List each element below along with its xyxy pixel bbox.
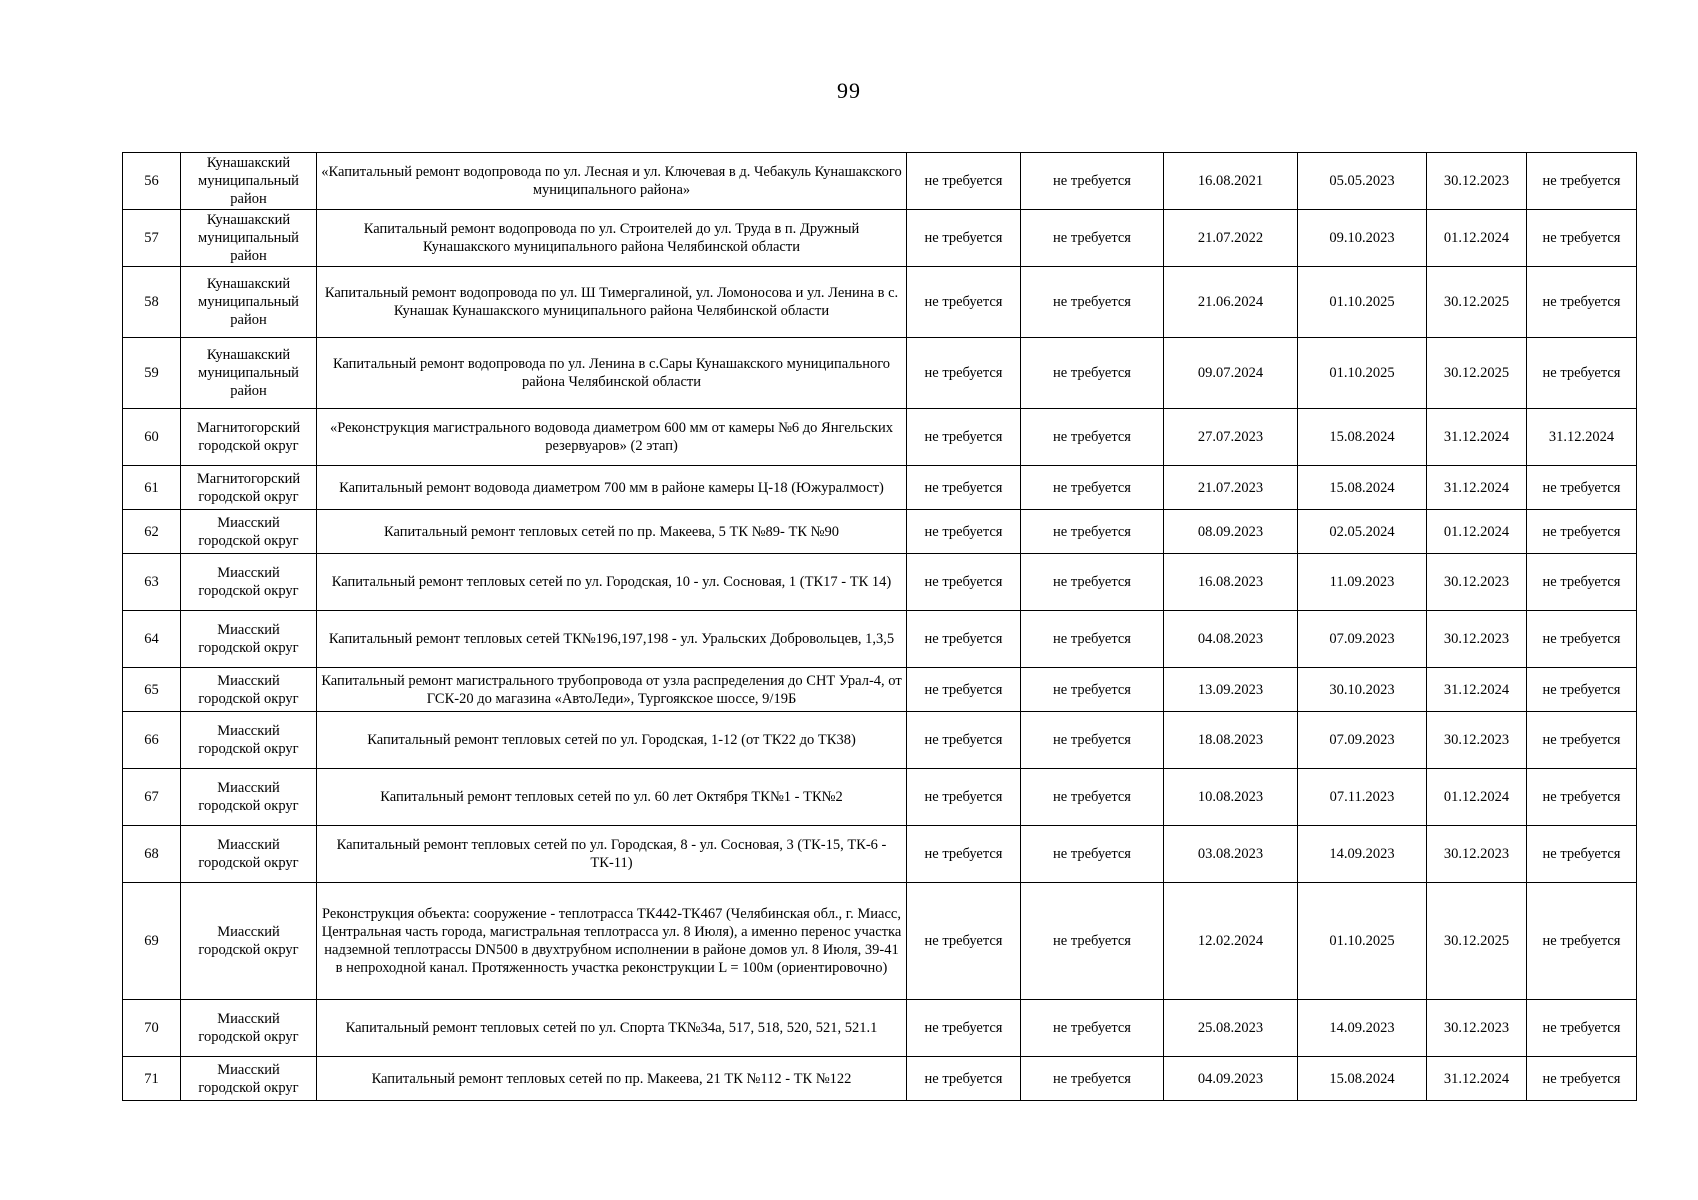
row-number-cell: 61 [123, 466, 181, 510]
approval-1-cell: не требуется [907, 338, 1021, 409]
row-number-cell: 59 [123, 338, 181, 409]
municipality-cell: Миасский городской округ [181, 769, 317, 826]
municipality-cell: Миасский городской округ [181, 611, 317, 668]
row-number-cell: 65 [123, 668, 181, 712]
date-1-cell: 03.08.2023 [1164, 826, 1298, 883]
approval-2-cell: не требуется [1021, 210, 1164, 267]
approval-2-cell: не требуется [1021, 769, 1164, 826]
date-4-cell: не требуется [1527, 611, 1637, 668]
municipality-cell: Миасский городской округ [181, 510, 317, 554]
description-cell: Капитальный ремонт водопровода по ул. Ленина в с.Сары Кунашакского муниципального района Челябинской области [317, 338, 907, 409]
description-cell: Капитальный ремонт магистрального трубопровода от узла распределения до СНТ Урал-4, от ГСК-20 до магазина «АвтоЛеди», Тургоякское шоссе, 9/19Б [317, 668, 907, 712]
date-2-cell: 14.09.2023 [1298, 1000, 1427, 1057]
date-4-cell: не требуется [1527, 466, 1637, 510]
date-2-cell: 01.10.2025 [1298, 338, 1427, 409]
table-row [123, 1057, 1637, 1101]
date-3-cell: 01.12.2024 [1427, 210, 1527, 267]
municipality-cell: Магнитогорский городской округ [181, 409, 317, 466]
date-2-cell: 07.09.2023 [1298, 611, 1427, 668]
row-number-cell: 64 [123, 611, 181, 668]
date-2-cell: 05.05.2023 [1298, 153, 1427, 210]
date-1-cell: 21.06.2024 [1164, 267, 1298, 338]
description-cell: Капитальный ремонт водопровода по ул. Ш Тимергалиной, ул. Ломоносова и ул. Ленина в с. Кунашак Кунашакского муниципального района Челябинской области [317, 267, 907, 338]
date-3-cell: 30.12.2025 [1427, 883, 1527, 1000]
municipality-cell: Миасский городской округ [181, 883, 317, 1000]
date-1-cell: 18.08.2023 [1164, 712, 1298, 769]
date-4-cell: не требуется [1527, 510, 1637, 554]
date-1-cell: 08.09.2023 [1164, 510, 1298, 554]
description-cell: Капитальный ремонт тепловых сетей ТК№196,197,198 - ул. Уральских Добровольцев, 1,3,5 [317, 611, 907, 668]
date-3-cell: 30.12.2023 [1427, 554, 1527, 611]
date-3-cell: 30.12.2023 [1427, 153, 1527, 210]
description-cell: Капитальный ремонт тепловых сетей по пр. Макеева, 5 ТК №89- ТК №90 [317, 510, 907, 554]
approval-1-cell: не требуется [907, 1057, 1021, 1101]
approval-2-cell: не требуется [1021, 1000, 1164, 1057]
approval-1-cell: не требуется [907, 668, 1021, 712]
approval-2-cell: не требуется [1021, 510, 1164, 554]
date-3-cell: 31.12.2024 [1427, 409, 1527, 466]
date-3-cell: 31.12.2024 [1427, 1057, 1527, 1101]
table-row [123, 826, 1637, 883]
row-number-cell: 71 [123, 1057, 181, 1101]
approval-1-cell: не требуется [907, 409, 1021, 466]
approval-1-cell: не требуется [907, 267, 1021, 338]
description-cell: Капитальный ремонт тепловых сетей по пр. Макеева, 21 ТК №112 - ТК №122 [317, 1057, 907, 1101]
date-3-cell: 30.12.2023 [1427, 826, 1527, 883]
approval-2-cell: не требуется [1021, 153, 1164, 210]
date-2-cell: 15.08.2024 [1298, 1057, 1427, 1101]
approval-1-cell: не требуется [907, 712, 1021, 769]
approval-1-cell: не требуется [907, 510, 1021, 554]
date-1-cell: 16.08.2023 [1164, 554, 1298, 611]
table-row [123, 510, 1637, 554]
table-row [123, 1000, 1637, 1057]
date-3-cell: 01.12.2024 [1427, 510, 1527, 554]
date-2-cell: 01.10.2025 [1298, 883, 1427, 1000]
date-4-cell: не требуется [1527, 668, 1637, 712]
municipality-cell: Магнитогорский городской округ [181, 466, 317, 510]
approval-1-cell: не требуется [907, 466, 1021, 510]
date-3-cell: 01.12.2024 [1427, 769, 1527, 826]
municipality-cell: Миасский городской округ [181, 1057, 317, 1101]
date-1-cell: 10.08.2023 [1164, 769, 1298, 826]
date-1-cell: 27.07.2023 [1164, 409, 1298, 466]
approval-1-cell: не требуется [907, 554, 1021, 611]
table-row [123, 554, 1637, 611]
date-2-cell: 15.08.2024 [1298, 466, 1427, 510]
date-2-cell: 14.09.2023 [1298, 826, 1427, 883]
date-2-cell: 02.05.2024 [1298, 510, 1427, 554]
page-number: 99 [837, 78, 861, 103]
description-cell: «Реконструкция магистрального водовода диаметром 600 мм от камеры №6 до Янгельских резервуаров» (2 этап) [317, 409, 907, 466]
approval-2-cell: не требуется [1021, 267, 1164, 338]
approval-2-cell: не требуется [1021, 466, 1164, 510]
table-row [123, 668, 1637, 712]
date-2-cell: 07.11.2023 [1298, 769, 1427, 826]
date-4-cell: не требуется [1527, 1057, 1637, 1101]
row-number-cell: 63 [123, 554, 181, 611]
date-1-cell: 12.02.2024 [1164, 883, 1298, 1000]
description-cell: Капитальный ремонт водопровода по ул. Строителей до ул. Труда в п. Дружный Кунашакского муниципального района Челябинской области [317, 210, 907, 267]
date-3-cell: 30.12.2025 [1427, 338, 1527, 409]
date-1-cell: 16.08.2021 [1164, 153, 1298, 210]
date-4-cell: не требуется [1527, 267, 1637, 338]
date-1-cell: 04.09.2023 [1164, 1057, 1298, 1101]
date-1-cell: 25.08.2023 [1164, 1000, 1298, 1057]
table-row [123, 466, 1637, 510]
row-number-cell: 58 [123, 267, 181, 338]
date-3-cell: 30.12.2023 [1427, 712, 1527, 769]
date-4-cell: не требуется [1527, 826, 1637, 883]
approval-2-cell: не требуется [1021, 409, 1164, 466]
date-4-cell: не требуется [1527, 883, 1637, 1000]
table-row [123, 712, 1637, 769]
description-cell: Капитальный ремонт тепловых сетей по ул. Городская, 8 - ул. Сосновая, 3 (ТК-15, ТК-6 - ТК-11) [317, 826, 907, 883]
municipality-cell: Кунашакский муниципальный район [181, 338, 317, 409]
approval-1-cell: не требуется [907, 883, 1021, 1000]
date-4-cell: 31.12.2024 [1527, 409, 1637, 466]
municipality-cell: Миасский городской округ [181, 668, 317, 712]
date-2-cell: 15.08.2024 [1298, 409, 1427, 466]
row-number-cell: 68 [123, 826, 181, 883]
row-number-cell: 70 [123, 1000, 181, 1057]
municipality-cell: Кунашакский муниципальный район [181, 267, 317, 338]
date-2-cell: 07.09.2023 [1298, 712, 1427, 769]
approval-1-cell: не требуется [907, 611, 1021, 668]
municipality-cell: Кунашакский муниципальный район [181, 210, 317, 267]
row-number-cell: 69 [123, 883, 181, 1000]
date-3-cell: 31.12.2024 [1427, 466, 1527, 510]
date-1-cell: 13.09.2023 [1164, 668, 1298, 712]
date-4-cell: не требуется [1527, 1000, 1637, 1057]
date-4-cell: не требуется [1527, 153, 1637, 210]
municipality-cell: Миасский городской округ [181, 826, 317, 883]
description-cell: Капитальный ремонт тепловых сетей по ул. Городская, 10 - ул. Сосновая, 1 (ТК17 - ТК 14) [317, 554, 907, 611]
table-row [123, 153, 1637, 210]
table-row [123, 267, 1637, 338]
date-3-cell: 30.12.2023 [1427, 1000, 1527, 1057]
date-1-cell: 04.08.2023 [1164, 611, 1298, 668]
description-cell: Капитальный ремонт тепловых сетей по ул. Спорта ТК№34а, 517, 518, 520, 521, 521.1 [317, 1000, 907, 1057]
row-number-cell: 66 [123, 712, 181, 769]
row-number-cell: 60 [123, 409, 181, 466]
row-number-cell: 57 [123, 210, 181, 267]
municipality-cell: Миасский городской округ [181, 712, 317, 769]
date-2-cell: 30.10.2023 [1298, 668, 1427, 712]
row-number-cell: 62 [123, 510, 181, 554]
municipality-cell: Миасский городской округ [181, 1000, 317, 1057]
description-cell: Капитальный ремонт тепловых сетей по ул. 60 лет Октября ТК№1 - ТК№2 [317, 769, 907, 826]
approval-1-cell: не требуется [907, 826, 1021, 883]
approval-2-cell: не требуется [1021, 668, 1164, 712]
row-number-cell: 56 [123, 153, 181, 210]
date-3-cell: 30.12.2025 [1427, 267, 1527, 338]
table-row [123, 611, 1637, 668]
municipality-cell: Кунашакский муниципальный район [181, 153, 317, 210]
approval-2-cell: не требуется [1021, 554, 1164, 611]
date-4-cell: не требуется [1527, 554, 1637, 611]
description-cell: «Капитальный ремонт водопровода по ул. Лесная и ул. Ключевая в д. Чебакуль Кунашакского муниципального района» [317, 153, 907, 210]
approval-2-cell: не требуется [1021, 611, 1164, 668]
row-number-cell: 67 [123, 769, 181, 826]
table-body [123, 153, 1637, 1101]
description-cell: Реконструкция объекта: сооружение - теплотрасса ТК442-ТК467 (Челябинская обл., г. Миасс, Центральная часть города, магистральная теплотрасса ул. 8 Июля), а именно перенос участка надземной теплотрассы DN500 в двухтрубном исполнении в районе домов ул. 8 Июля, 39-41 в непроходной канал. Протяженность участка реконструкции L = 100м (ориентировочно) [317, 883, 907, 1000]
date-4-cell: не требуется [1527, 338, 1637, 409]
date-4-cell: не требуется [1527, 712, 1637, 769]
date-1-cell: 21.07.2023 [1164, 466, 1298, 510]
description-cell: Капитальный ремонт тепловых сетей по ул. Городская, 1-12 (от ТК22 до ТК38) [317, 712, 907, 769]
date-3-cell: 30.12.2023 [1427, 611, 1527, 668]
table-row [123, 769, 1637, 826]
approval-1-cell: не требуется [907, 769, 1021, 826]
approval-2-cell: не требуется [1021, 338, 1164, 409]
date-2-cell: 01.10.2025 [1298, 267, 1427, 338]
date-2-cell: 09.10.2023 [1298, 210, 1427, 267]
date-4-cell: не требуется [1527, 769, 1637, 826]
approval-2-cell: не требуется [1021, 712, 1164, 769]
date-4-cell: не требуется [1527, 210, 1637, 267]
date-3-cell: 31.12.2024 [1427, 668, 1527, 712]
table-row [123, 210, 1637, 267]
municipality-cell: Миасский городской округ [181, 554, 317, 611]
date-2-cell: 11.09.2023 [1298, 554, 1427, 611]
table-row [123, 338, 1637, 409]
table-row [123, 409, 1637, 466]
description-cell: Капитальный ремонт водовода диаметром 700 мм в районе камеры Ц-18 (Южуралмост) [317, 466, 907, 510]
approval-1-cell: не требуется [907, 153, 1021, 210]
date-1-cell: 21.07.2022 [1164, 210, 1298, 267]
approval-2-cell: не требуется [1021, 1057, 1164, 1101]
date-1-cell: 09.07.2024 [1164, 338, 1298, 409]
approval-2-cell: не требуется [1021, 883, 1164, 1000]
approval-1-cell: не требуется [907, 210, 1021, 267]
registry-table [122, 152, 1637, 1101]
table-row [123, 883, 1637, 1000]
approval-1-cell: не требуется [907, 1000, 1021, 1057]
approval-2-cell: не требуется [1021, 826, 1164, 883]
